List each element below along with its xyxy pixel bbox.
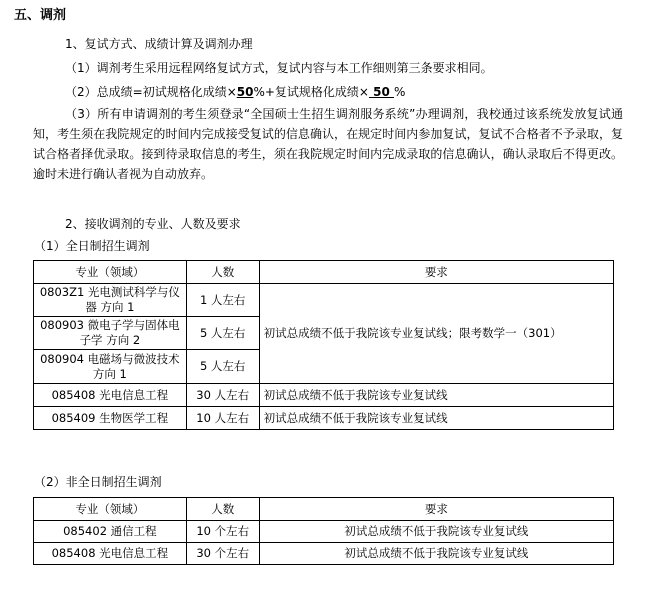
section-title: 五、调剂	[14, 8, 67, 23]
item-2-pct1: 50	[236, 85, 254, 99]
row-major: 085409 生物医学工程	[34, 407, 187, 430]
subsection-1-title: 1、复试方式、成绩计算及调剂办理	[65, 37, 253, 51]
item-1: （1）调剂考生采用远程网络复试方式，复试内容与本工作细则第三条要求相同。	[65, 61, 493, 75]
table-row	[34, 384, 614, 407]
table-row	[34, 407, 614, 430]
item-2-pct2: 50	[368, 85, 395, 99]
item-2-suffix: %	[394, 85, 406, 99]
row-req-merged: 初试总成绩不低于我院该专业复试线；限考数学一（301）	[259, 284, 613, 384]
row-major: 085408 光电信息工程	[34, 543, 187, 565]
table-header-row	[34, 498, 614, 521]
table-row	[34, 521, 614, 543]
row-count: 10 个左右	[186, 521, 259, 543]
fulltime-table	[33, 260, 614, 430]
row-major: 085402 通信工程	[34, 521, 187, 543]
row-major: 085408 光电信息工程	[34, 384, 187, 407]
table-row	[34, 543, 614, 565]
row-count: 30 个左右	[186, 543, 259, 565]
row-major: 080904 电磁场与微波技术 方向 1	[34, 350, 187, 384]
fulltime-title: （1）全日制招生调剂	[34, 239, 150, 253]
row-req: 初试总成绩不低于我院该专业复试线	[259, 543, 613, 565]
item-2	[65, 84, 405, 100]
row-major: 080903 微电子学与固体电子学 方向 2	[34, 317, 187, 350]
item-2-prefix: （2）总成绩=初试规格化成绩×	[65, 85, 237, 99]
header-count: 人数	[186, 498, 259, 521]
header-major: 专业（领域）	[34, 261, 187, 284]
row-req: 初试总成绩不低于我院该专业复试线	[259, 384, 613, 407]
row-count: 10 人左右	[186, 407, 259, 430]
table-header-row	[34, 261, 614, 284]
row-req: 初试总成绩不低于我院该专业复试线	[259, 521, 613, 543]
row-count: 1 人左右	[186, 284, 259, 317]
row-major: 0803Z1 光电测试科学与仪器 方向 1	[34, 284, 187, 317]
parttime-title: （2）非全日制招生调剂	[34, 475, 162, 489]
subsection-2-title: 2、接收调剂的专业、人数及要求	[65, 217, 241, 231]
item-2-middle: %+复试规格化成绩×	[253, 85, 369, 99]
header-count: 人数	[186, 261, 259, 284]
row-count: 5 人左右	[186, 350, 259, 384]
row-req: 初试总成绩不低于我院该专业复试线	[259, 407, 613, 430]
parttime-table	[33, 497, 614, 565]
item-3: （3）所有申请调剂的考生须登录“全国硕士生招生调剂服务系统”办理调剂，我校通过该系统发放复试通知，考生须在我院规定的时间内完成接受复试的信息确认，在规定时间内参加复试，复试不合格者不予录取，复试合格者择优录取。接到待录取信息的考生，须在我院规定时间内完成录取的信息确认，确认录取后不得更改。逾时未进行确认者视为自动放弃。	[33, 107, 623, 181]
table-row	[34, 284, 614, 317]
row-count: 5 人左右	[186, 317, 259, 350]
header-major: 专业（领域）	[34, 498, 187, 521]
row-count: 30 人左右	[186, 384, 259, 407]
header-req: 要求	[259, 261, 613, 284]
header-req: 要求	[259, 498, 613, 521]
